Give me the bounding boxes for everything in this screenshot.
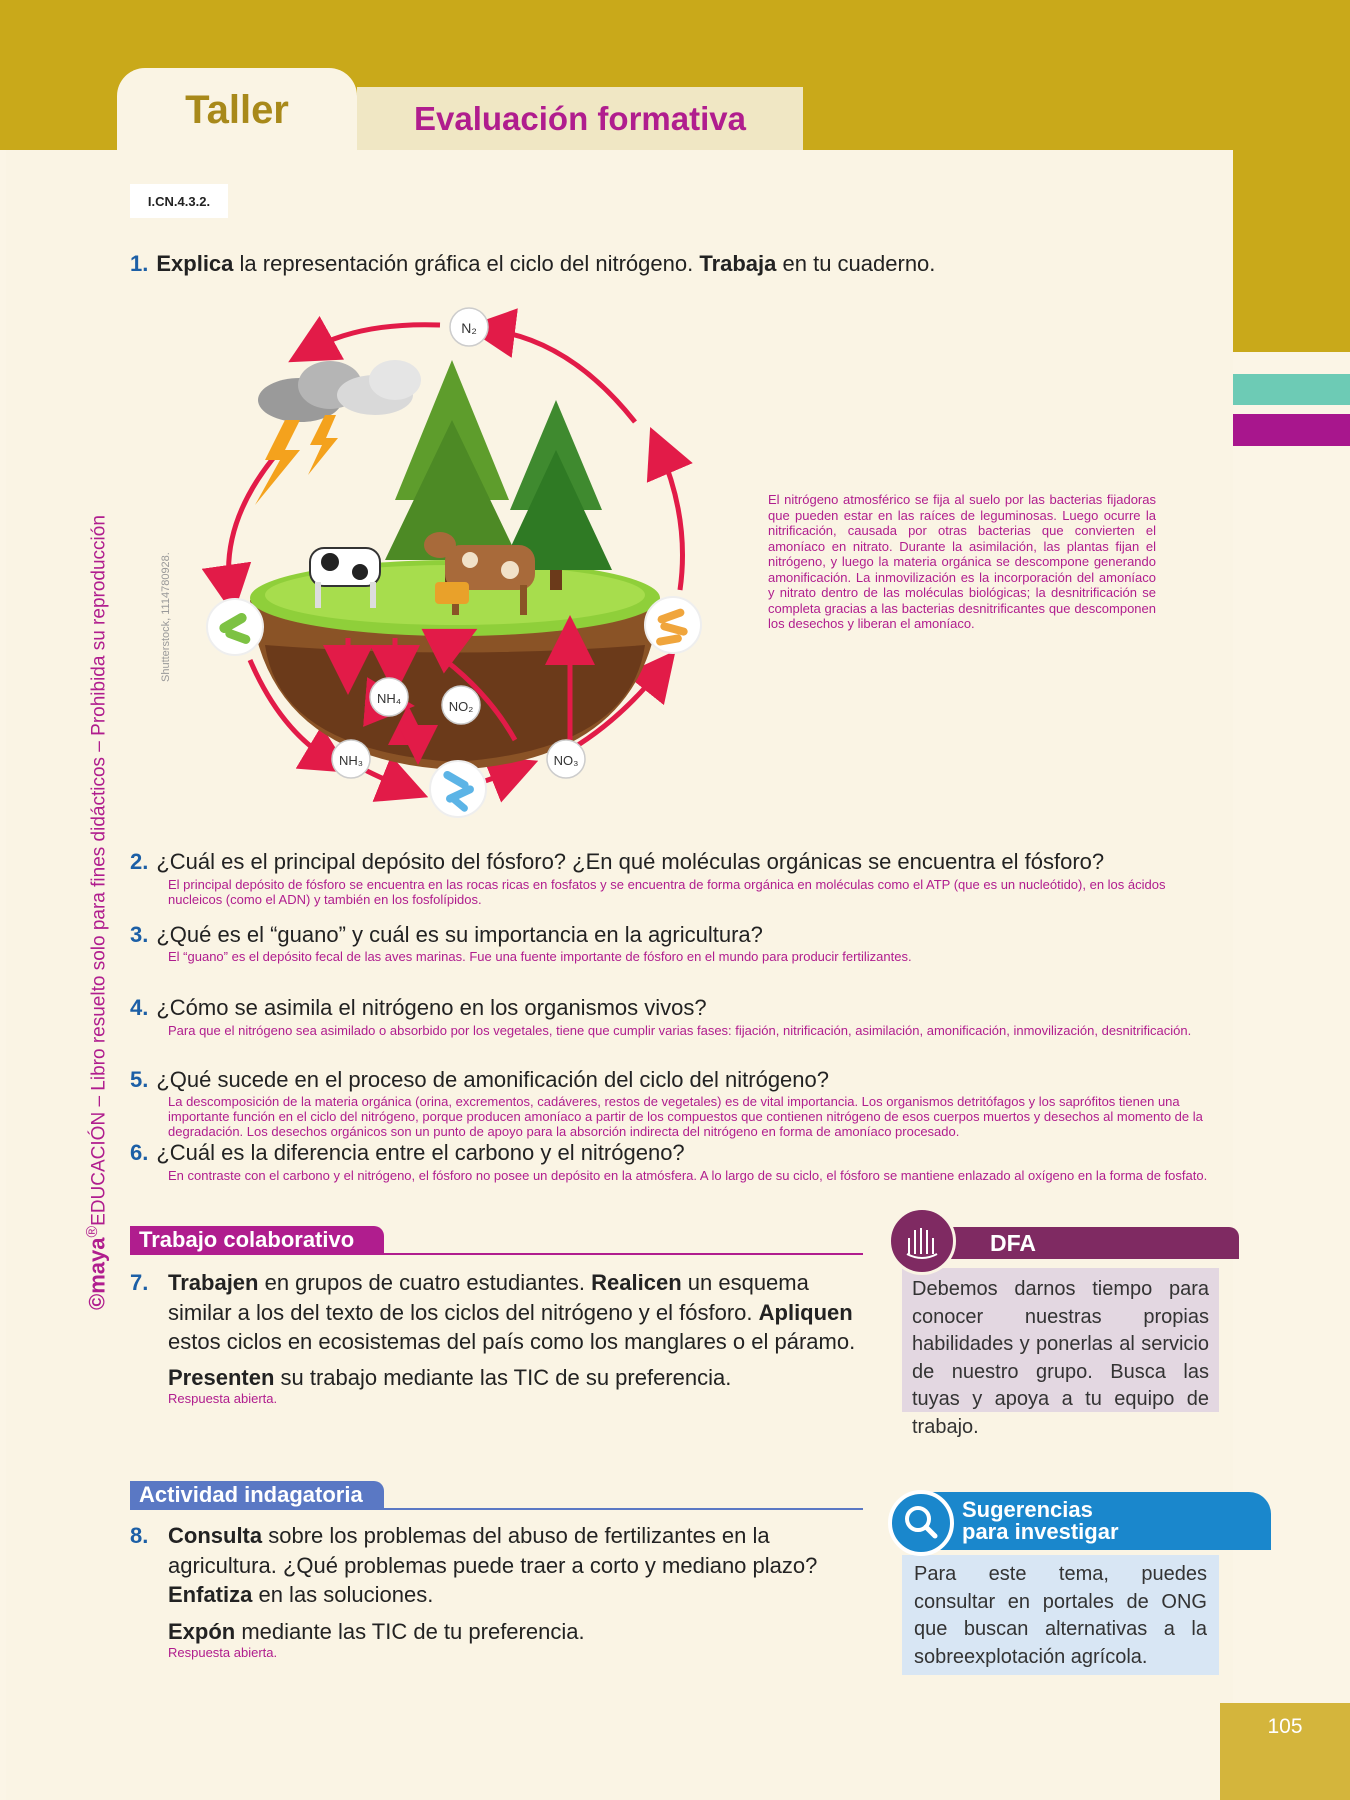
q7-text-4: su trabajo mediante las TIC de su preferencia. [274, 1365, 732, 1390]
magnifier-icon [888, 1490, 954, 1556]
question-1 [130, 250, 1220, 277]
label-n2: N₂ [461, 320, 477, 336]
question-2-text: ¿Cuál es el principal depósito del fósforo? ¿En qué moléculas orgánicas se encuentra el fósforo? [156, 849, 1105, 874]
nitrogen-cycle-diagram [190, 300, 720, 830]
arrow-nh3-to-bacteria [365, 770, 405, 788]
arrow-bacteria-to-top [660, 450, 683, 590]
sugerencias-header [910, 1492, 1271, 1550]
question-4-text: ¿Cómo se asimila el nitrógeno en los organismos vivos? [156, 995, 707, 1020]
q7-verb-3: Apliquen [758, 1299, 853, 1325]
dfa-title: DFA [990, 1229, 1036, 1256]
image-credit: Shutterstock, 1114780928. [160, 552, 172, 682]
question-6 [130, 1139, 1220, 1166]
q8-verb-3: Expón [168, 1619, 236, 1644]
question-2 [130, 848, 1220, 875]
right-margin-band [1233, 0, 1350, 352]
q7-text-1: en grupos de cuatro estudiantes. [258, 1270, 592, 1295]
question-3 [130, 921, 1220, 948]
question-8 [168, 1521, 868, 1610]
page-number: 105 [1220, 1703, 1350, 1800]
section-trabajo-colaborativo: Trabajo colaborativo [130, 1226, 384, 1254]
brand-name: ©maya [84, 1237, 110, 1310]
dfa-text: Debemos darnos tiempo para conocer nuestras propias habilidades y ponerlas al servicio de nuestro grupo. Busca las tuyas y apoya a tu equipo de trabajo. [912, 1278, 1209, 1438]
dfa-box [902, 1268, 1219, 1438]
question-1-text-2: en tu cuaderno. [776, 251, 936, 276]
sugerencias-title-1: Sugerencias [962, 1497, 1093, 1522]
question-1-text: la representación gráfica el ciclo del nitrógeno. [233, 251, 700, 276]
answer-2: El principal depósito de fósforo se encuentra en las rocas ricas en fosfatos y se encuentra de forma orgánica en moléculas como el ATP (que es un nucleótido), en los ácidos nucleicos (como el ADN) y también en los fosfolípidos. [168, 877, 1166, 907]
q8-verb-2: Enfatiza [168, 1582, 253, 1607]
question-number: 3. [130, 922, 149, 947]
hay-icon [435, 582, 469, 604]
teal-strip [1233, 374, 1350, 405]
lightning-icon-2 [308, 415, 338, 475]
answer-8: Respuesta abierta. [168, 1645, 278, 1660]
question-4 [130, 994, 1220, 1021]
sugerencias-text: Para este tema, puedes consultar en portales de ONG que buscan alternativas a la sobreexplotación agrícola. [914, 1563, 1207, 1668]
q8-text-3: mediante las TIC de tu preferencia. [235, 1619, 585, 1644]
question-3-text: ¿Qué es el “guano” y cuál es su importancia en la agricultura? [156, 922, 763, 947]
answer-3: El “guano” es el depósito fecal de las aves marinas. Fue una fuente importante de fósforo en el mundo para producir fertilizantes. [168, 949, 912, 964]
q7-verb-1: Trabajen [168, 1270, 259, 1295]
question-8-number: 8. [130, 1523, 149, 1548]
label-nh3: NH₃ [338, 753, 364, 768]
q8-text-1: sobre los problemas del abuso de fertilizantes en la agricultura. ¿Qué problemas puede traer a corto y mediano plazo? [168, 1523, 818, 1578]
cloud-icon [258, 360, 421, 422]
sugerencias-box [902, 1555, 1219, 1675]
q8-text-2: en las soluciones. [252, 1582, 434, 1607]
dfa-header [950, 1227, 1239, 1259]
side-copyright [84, 515, 110, 1310]
side-copyright-text: EDUCACIÓN – Libro resuelto solo para fines didácticos – Prohibida su reproducción [88, 515, 110, 1226]
question-number: 1. [130, 251, 149, 276]
question-number: 4. [130, 995, 149, 1020]
section-divider [130, 1253, 863, 1255]
q7-verb-2: Realicen [591, 1270, 682, 1295]
bacteria-blue-icon [430, 761, 486, 817]
tab-evaluacion-formativa: Evaluación formativa [357, 87, 803, 150]
question-number: 6. [130, 1140, 149, 1165]
q8-verb-1: Consulta [168, 1523, 263, 1548]
question-1-verb-2: Trabaja [699, 251, 777, 276]
answer-5: La descomposición de la materia orgánica (orina, excrementos, cadáveres, restos de vegetales) es de vital importancia. Los organismos detritófagos y los saprófitos tienen una importante función en el ciclo del nitrógeno, porque producen amoníaco a partir de los compuestos que contienen nitrógeno de esos cuerpos muertos y desechos al momento de la degradación. Los desechos orgánicos son un punto de apoyo para la absorción indirecta del nitrógeno en forma de amoníaco procesado. [168, 1094, 1203, 1139]
answer-6: En contraste con el carbono y el nitrógeno, el fósforo no posee un depósito en la atmósfera. A lo largo de su ciclo, el fósforo se mantiene enlazado al oxígeno en la forma de fosfato. [168, 1168, 1208, 1183]
question-7-number: 7. [130, 1270, 149, 1295]
hand-icon [888, 1207, 956, 1275]
q7-text-3: estos ciclos en ecosistemas del país como los manglares o el páramo. [168, 1329, 856, 1354]
section-actividad-indagatoria: Actividad indagatoria [130, 1481, 384, 1509]
question-8-expon [168, 1617, 868, 1647]
question-6-text: ¿Cuál es la diferencia entre el carbono y el nitrógeno? [156, 1140, 685, 1165]
section-divider [130, 1508, 863, 1510]
diagram-description: El nitrógeno atmosférico se fija al suelo por las bacterias fijadoras que pueden estar en las raíces de leguminosas. Luego ocurre la nitrificación, causada por otras bacterias que convierten el amoníaco en nitrato. Durante la asimilación, las plantas fijan el nitrógeno, y luego la materia orgánica se descompone generando amonificación. La inmovilización es la incorporación del amoníaco y nitrato dentro de las moléculas biológicas; la desnitrificación se completa gracias a las bacterias desnitrificantes que descomponen los desechos y liberan el amoníaco. [768, 492, 1156, 631]
question-7 [168, 1268, 868, 1357]
answer-7: Respuesta abierta. [168, 1391, 278, 1406]
question-1-verb: Explica [156, 251, 234, 276]
question-number: 2. [130, 849, 149, 874]
question-number: 5. [130, 1067, 149, 1092]
lightning-icon [255, 420, 300, 505]
q7-text-2: un esquema similar a los del texto de los ciclos del nitrógeno y el fósforo. [168, 1270, 809, 1325]
registered-mark: ® [84, 1225, 101, 1238]
label-no2: NO₂ [448, 699, 474, 714]
sugerencias-title-2: para investigar [962, 1519, 1119, 1544]
tab-taller: Taller [117, 68, 357, 152]
curriculum-code: I.CN.4.3.2. [130, 184, 228, 218]
question-5-text: ¿Qué sucede en el proceso de amonificación del ciclo del nitrógeno? [156, 1067, 829, 1092]
arrow-cloud-to-bacteria [229, 450, 280, 590]
label-no3: NO₃ [553, 753, 579, 768]
q7-verb-4: Presenten [168, 1365, 275, 1390]
answer-4: Para que el nitrógeno sea asimilado o absorbido por los vegetales, tiene que cumplir varias fases: fijación, nitrificación, asimilación, amonificación, inmovilización, desnitrificación. [168, 1023, 1192, 1038]
label-nh4: NH₄ [376, 691, 402, 706]
arrow-n2-to-cloud [310, 325, 440, 350]
magenta-strip [1233, 414, 1350, 446]
question-7-present [168, 1363, 868, 1393]
arrow-to-n2 [490, 330, 635, 422]
question-5 [130, 1066, 1220, 1093]
